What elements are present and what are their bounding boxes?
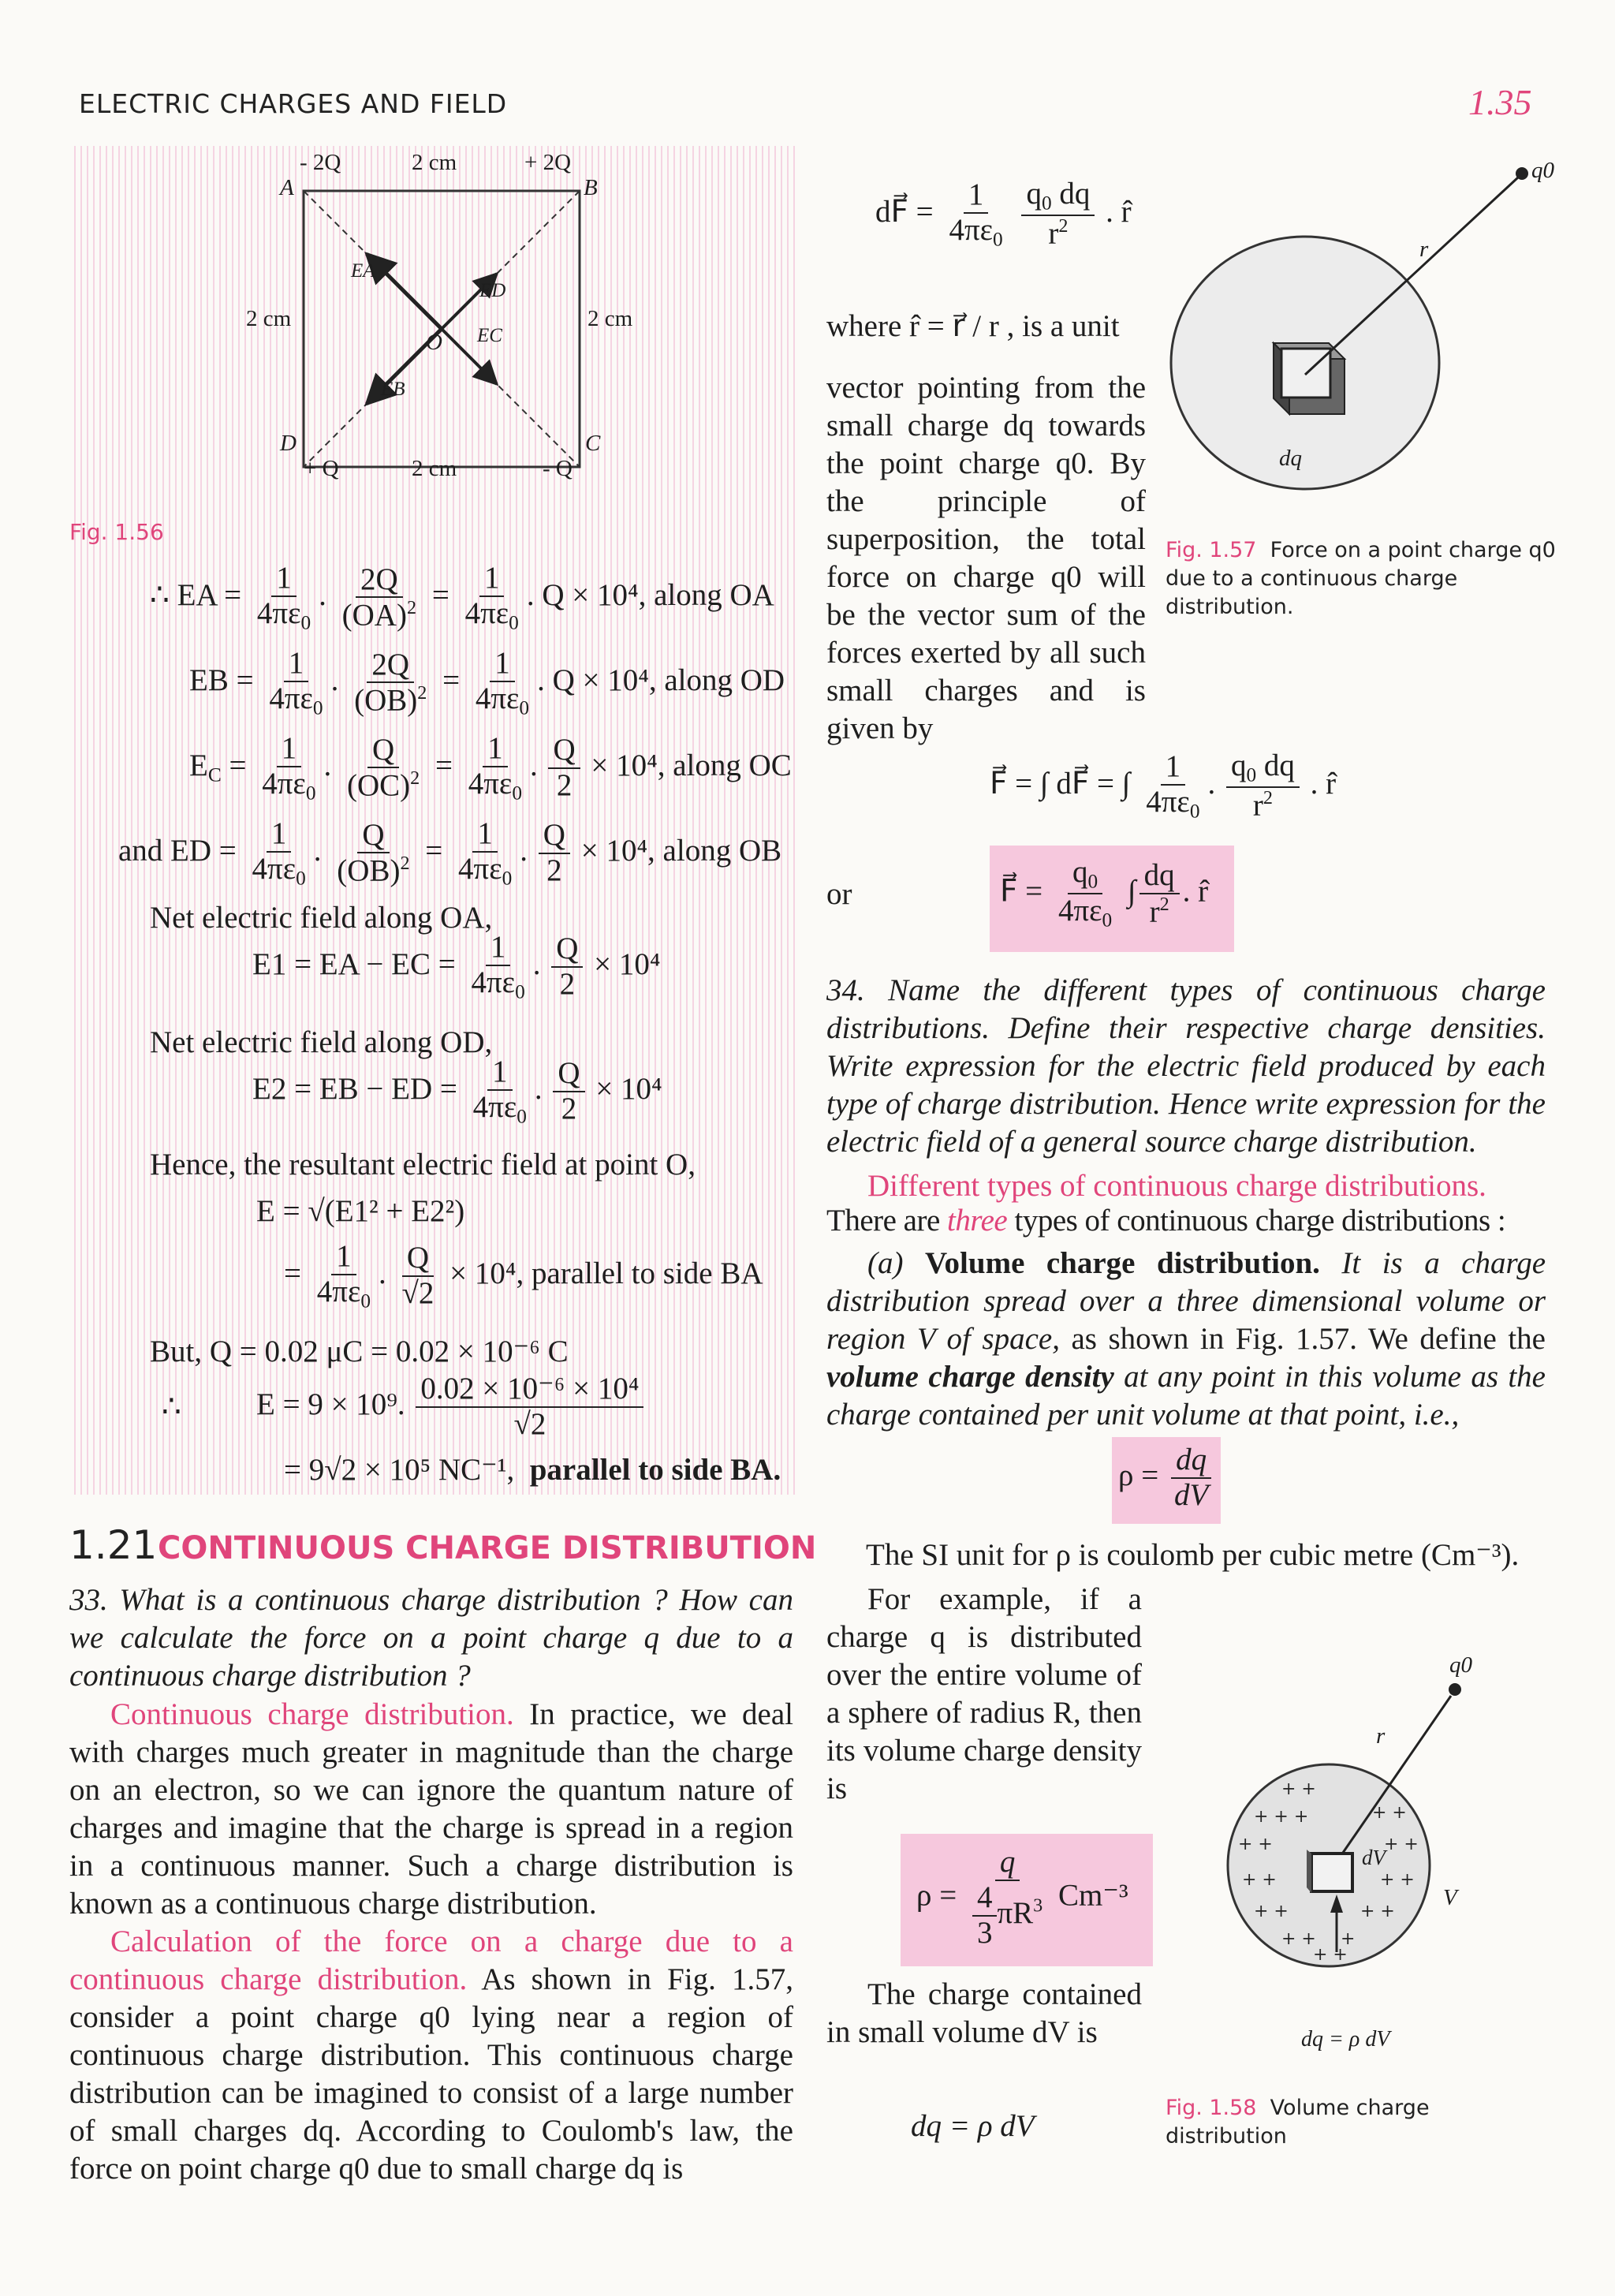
where-rhat: where r̂ = r⃗ / r , is a unit [826,309,1120,343]
fig157-dq: dq [1279,446,1302,471]
q0-dot-158 [1449,1683,1461,1696]
eq-F-integral: F⃗ = ∫ dF⃗ = ∫ $\frac{1}{4\pi\varepsilon_0}$ . $\frac{q_0 dq}{r^2}$ . r̂ [990,749,1337,823]
eq-dq: dq = ρ dV [911,2109,1035,2143]
net-field-OD: Net electric field along OD, [150,1025,493,1059]
fig156-side-left: 2 cm [246,306,292,331]
eq-EA: ∴ EA = $\frac{1}{4\pi\varepsilon_0}$ . $\frac{2Q}{(OA)^2}$ = $\frac{1}{4\pi\varepsilon_0}$ . Q × 10⁴, along OA [150,561,774,634]
svg-text:+ +: + + [1281,1929,1316,1949]
types-heading: Different types of continuous charge distributions. [867,1169,1486,1203]
fig156-side-right: 2 cm [587,306,633,331]
svg-text:+ +: + + [1380,1870,1415,1890]
fig-1-57-diagram [1167,150,1546,505]
eq-E-numeric: E = 9 × 10⁹. $\frac{\text{0.02 × 10⁻⁶ × 10⁴}}{√2}$ [256,1372,647,1442]
fig156-charge-D: + Q [304,456,339,481]
fig-1-58-diagram [1218,1648,1550,2019]
question-34: 34. Name the different types of continuous charge distributions. Define their respective charge densities. Write expression for the electric field produced by each type of charge distribution. Hence write expression for the electric field of a general source charge distribution. [826,973,1546,1159]
eq-F-box: F⃗ = $\frac{q_0}{4\pi\varepsilon_0}$ ∫ $\frac{dq}{r^2}$ . r̂ [1000,855,1209,932]
fig158-q0: q0 [1449,1652,1472,1678]
question-33: 33. What is a continuous charge distribution ? How can we calculate the force on a point charge q due to a continuous charge distribution ? [69,1583,793,1693]
page-number: 1.35 [1468,82,1532,122]
charge-contained: The charge contained in small volume dV is [826,1977,1142,2049]
but-Q-value: But, Q = 0.02 μC = 0.02 × 10⁻⁶ C [150,1335,569,1368]
fig156-side-top: 2 cm [412,150,457,175]
hence-resultant: Hence, the resultant electric field at point O, [150,1148,696,1182]
net-field-OA: Net electric field along OA, [150,901,493,935]
or-text: or [826,877,852,911]
fig156-charge-C: - Q [543,456,573,481]
eq-E2: E2 = EB − ED = $\frac{1}{4\pi\varepsilon_0}$ . $\frac{Q}{2}$ × 10⁴ [252,1055,662,1128]
example-sphere: For example, if a charge q is distributed over the entire volume of a sphere of radius R, then its volume charge density is [826,1582,1142,1805]
calculation-para: Calculation of the force on a charge due to a continuous charge distribution. As shown in Fig. 1.57, consider a point charge q0 lying near a region of continuous charge distribution. This continuous charge distribution can be imagined to consist of a large number of small charges dq. According to Coulomb's law, the force on point charge q0 due to small charge dq is [69,1925,793,2186]
types-body: There are three types of continuous charge distributions : [826,1204,1506,1238]
svg-text:+ +: + + [1238,1835,1273,1854]
eq-E-value: = $\frac{1}{4\pi\varepsilon_0}$ . $\frac{Q}{√2}$ × 10⁴, parallel to side BA [284,1239,763,1312]
svg-text:+ + +: + + + [1254,1807,1309,1827]
fig156-charge-A: - 2Q [300,150,341,175]
fig-1-58-caption: Fig. 1.58 Volume charge distribution [1166,2096,1430,2149]
superposition-para: vector pointing from the small charge dq towards the point charge q0. By the principle of superposition, the total force on charge q0 will be the vector sum of the forces exerted by all such small charges and is given by [826,371,1146,745]
fig156-vec-EA: EA [351,260,375,282]
svg-text:+ +: + + [1242,1870,1277,1890]
volume-element-158 [1311,1854,1352,1891]
fig156-charge-B: + 2Q [524,150,572,175]
volume-element-158-shade [1307,1850,1311,1893]
fig-1-57-caption: Fig. 1.57 Force on a point charge q0 due to a continuous charge distribution. [1166,538,1556,619]
svg-text:+ +: + + [1372,1803,1407,1823]
chapter-title: ELECTRIC CHARGES AND FIELD [79,88,508,119]
eq-ED: and ED = $\frac{1}{4\pi\varepsilon_0}$ . $\frac{Q}{(OB)^2}$ = $\frac{1}{4\pi\varepsilon_0}$ . $\frac{Q}{2}$ × 10⁴, along OB [118,816,782,890]
fig156-corner-D: D [280,431,297,456]
svg-text:+ +: + + [1281,1779,1316,1799]
fig156-side-bottom: 2 cm [412,456,457,481]
eq-EC: $E_C$ = $\frac{1}{4\pi\varepsilon_0}$ . $\frac{Q}{(OC)^2}$ = $\frac{1}{4\pi\varepsilon_0}$ . $\frac{Q}{2}$ × 10⁴, along OC [189,731,792,805]
fig158-dV: dV [1362,1846,1386,1869]
fig156-corner-B: B [584,175,598,200]
section-title: CONTINUOUS CHARGE DISTRIBUTION [158,1530,817,1566]
fig156-vec-EC: EC [477,325,502,346]
si-unit-rho: The SI unit for ρ is coulomb per cubic metre (Cm⁻³). [866,1538,1520,1572]
svg-text:+: + [1341,1929,1356,1949]
continuous-charge-para: Continuous charge distribution. In practice, we deal with charges much greater in magnitude than the charge on an electron, so we can ignore the quantum nature of charges and imagine that the charge is spread in a region in a continuous manner. Such a charge distribution is known as a continuous charge distribution. [69,1697,793,1921]
eq-E-root: E = √(E1² + E2²) [256,1194,465,1228]
fig156-corner-A: A [280,175,294,200]
q0-dot-157 [1516,167,1528,180]
svg-text:+ +: + + [1313,1945,1348,1965]
eq-E1: E1 = EA − EC = $\frac{1}{4\pi\varepsilon_0}$ . $\frac{Q}{2}$ × 10⁴ [252,930,661,1003]
eq-rho-sphere: ρ = q $\frac{4}{3}$ $\pi R^3$ Cm⁻³ [916,1845,1128,1950]
fig157-q0: q0 [1531,158,1554,183]
volume-charge-para: (a) Volume charge distribution. It is a charge distribution spread over a three dimensional volume or region V of space, as shown in Fig. 1.57. We define the volume charge density at any point in this volume as the charge contained per unit volume at that point, i.e., [826,1246,1546,1432]
fig156-vec-EB: EB [381,379,405,400]
svg-text:+ +: + + [1254,1902,1289,1921]
fig156-center-O: O [426,330,442,355]
svg-text:+ +: + + [1384,1835,1419,1854]
eq-rho: ρ = $\frac{dq}{dV}$ [1118,1443,1216,1513]
fig156-vec-ED: ED [479,280,506,301]
fig-1-56-label: Fig. 1.56 [69,519,164,545]
vector-EA [367,254,442,329]
eq-dF: dF⃗ = $\frac{1}{4\pi\varepsilon_0}$ $\frac{q_0 dq}{r^2}$ . r̂ [875,177,1132,251]
fig157-r: r⃗ [1419,237,1446,262]
therefore-symbol: ∴ [162,1390,181,1424]
section-number: 1.21 [69,1522,158,1568]
eq-E-final: = 9√2 × 10⁵ NC⁻¹, parallel to side BA. [284,1453,781,1487]
fig158-dq-eq: dq = ρ dV [1301,2027,1390,2051]
fig158-r: r⃗ [1376,1723,1403,1749]
eq-EB: EB = $\frac{1}{4\pi\varepsilon_0}$ . $\frac{2Q}{(OB)^2}$ = $\frac{1}{4\pi\varepsilon_0}$ . Q × 10⁴, along OD [189,646,785,719]
svg-text:+ +: + + [1360,1902,1395,1921]
fig156-corner-C: C [585,431,601,456]
fig158-V: V [1443,1885,1457,1910]
